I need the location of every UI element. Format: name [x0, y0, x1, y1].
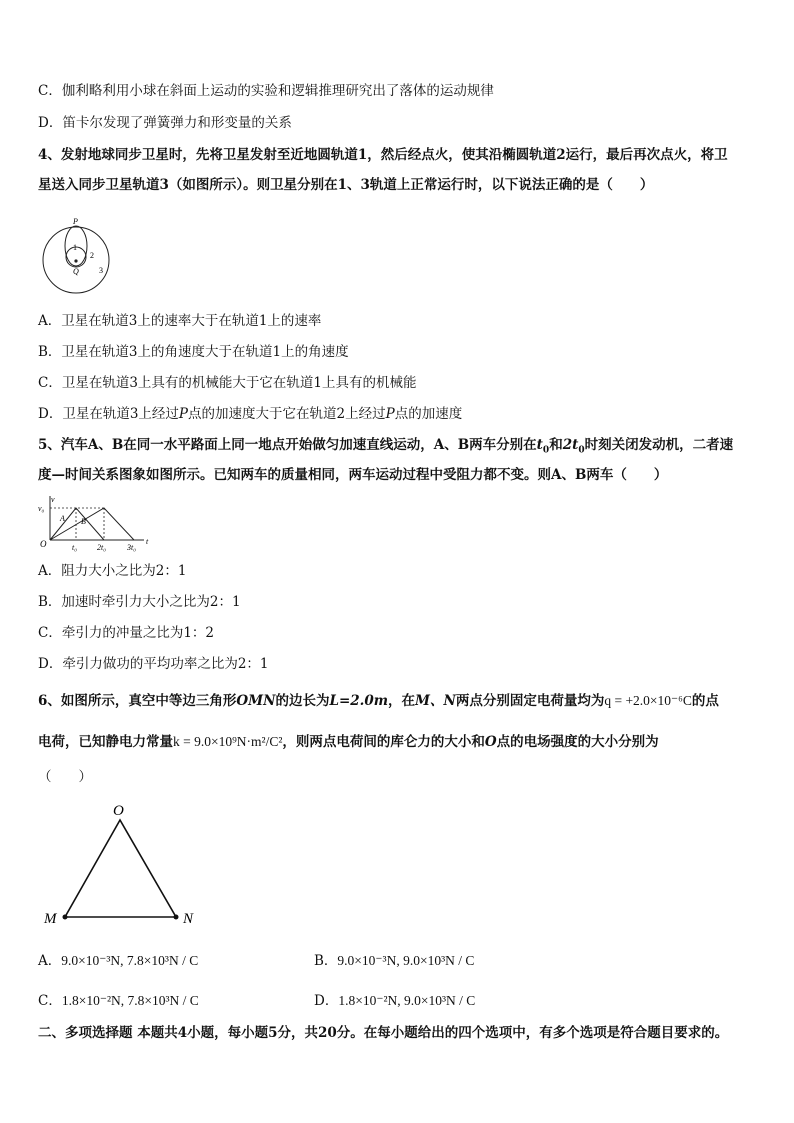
q6-option-b: B．9.0×10⁻³N, 9.0×10³N / C: [314, 953, 475, 969]
label-3: 3: [99, 266, 103, 275]
label-1: 1: [73, 243, 77, 252]
label-3t0: 3t₀: [127, 543, 137, 552]
q4-stem-line1: 4、发射地球同步卫星时，先将卫星发射至近地圆轨道1，然后经点火，使其沿椭圆轨道2运行，最后再次点火，将卫: [38, 147, 728, 163]
q6-option-d: D．1.8×10⁻²N, 9.0×10³N / C: [314, 993, 476, 1009]
label-q: Q: [73, 267, 79, 276]
q5-option-a: A．阻力大小之比为2：1: [38, 563, 187, 579]
label-b: B: [81, 517, 86, 526]
q6-stem-line2: 电荷，已知静电力常量k = 9.0×10⁹N·m²/C²，则两点电荷间的库仑力的大小和O点的电场强度的大小分别为: [38, 734, 659, 750]
label-2: 2: [90, 251, 94, 260]
section-2-heading: 二、多项选择题 本题共4小题，每小题5分，共20分。在每小题给出的四个选项中，有多个选项是符合题目要求的。: [38, 1025, 729, 1041]
q5-stem-line1: 5、汽车A、B在同一水平路面上同一地点开始做匀加速直线运动，A、B两车分别在$t_0$和$2t_0$时刻关闭发动机，二者速: [38, 437, 734, 456]
q4-option-c: C．卫星在轨道3上具有的机械能大于它在轨道1上具有的机械能: [38, 375, 417, 391]
q4-option-a: A．卫星在轨道3上的速率大于在轨道1上的速率: [38, 313, 322, 329]
q4-stem-line2: 星送入同步卫星轨道3（如图所示）。则卫星分别在1、3轨道上正常运行时，以下说法正确的是（ ）: [38, 177, 654, 193]
earth-dot: [74, 259, 77, 262]
q6-stem-line1: 6、如图所示，真空中等边三角形OMN的边长为L=2.0m，在M、N两点分别固定电荷量均为q = +2.0×10⁻⁶C的点: [38, 693, 719, 709]
triangle-omn: [65, 820, 176, 917]
q5-vt-graph: [36, 494, 156, 552]
label-v0: v₀: [38, 504, 45, 513]
label-2t0: 2t₀: [97, 543, 107, 552]
q6-option-c: C．1.8×10⁻²N, 7.8×10³N / C: [38, 993, 199, 1009]
q5-option-c: C．牵引力的冲量之比为1：2: [38, 625, 215, 641]
prev-option-c: C．伽利略利用小球在斜面上运动的实验和逻辑推理研究出了落体的运动规律: [38, 83, 494, 99]
q5-option-d: D．牵引力做功的平均功率之比为2：1: [38, 656, 269, 672]
charge-n-dot: [174, 915, 179, 920]
label-a: A: [60, 514, 65, 523]
label-t0: t₀: [72, 543, 78, 552]
q4-option-b: B．卫星在轨道3上的角速度大于在轨道1上的角速度: [38, 344, 349, 360]
q6-option-a: A．9.0×10⁻³N, 7.8×10³N / C: [38, 953, 199, 969]
charge-m-dot: [63, 915, 68, 920]
label-v: v: [51, 495, 55, 504]
q5-stem-line2: 度—时间关系图象如图所示。已知两车的质量相同，两车运动过程中受阻力都不变。则A、B两车（ ）: [38, 467, 668, 483]
q6-triangle-figure: [36, 798, 206, 930]
label-n: N: [183, 911, 194, 927]
label-t: t: [146, 537, 149, 546]
prev-option-d: D．笛卡尔发现了弹簧弹力和形变量的关系: [38, 115, 292, 131]
label-p: P: [73, 217, 78, 226]
q6-stem-line3: （ ）: [38, 769, 92, 785]
label-o: O: [40, 539, 47, 549]
q5-option-b: B．加速时牵引力大小之比为2：1: [38, 594, 241, 610]
label-o: O: [113, 803, 124, 819]
label-m: M: [44, 911, 57, 927]
q4-orbit-figure: [38, 212, 118, 294]
q4-option-d: D．卫星在轨道3上经过P点的加速度大于它在轨道2上经过P点的加速度: [38, 406, 463, 422]
